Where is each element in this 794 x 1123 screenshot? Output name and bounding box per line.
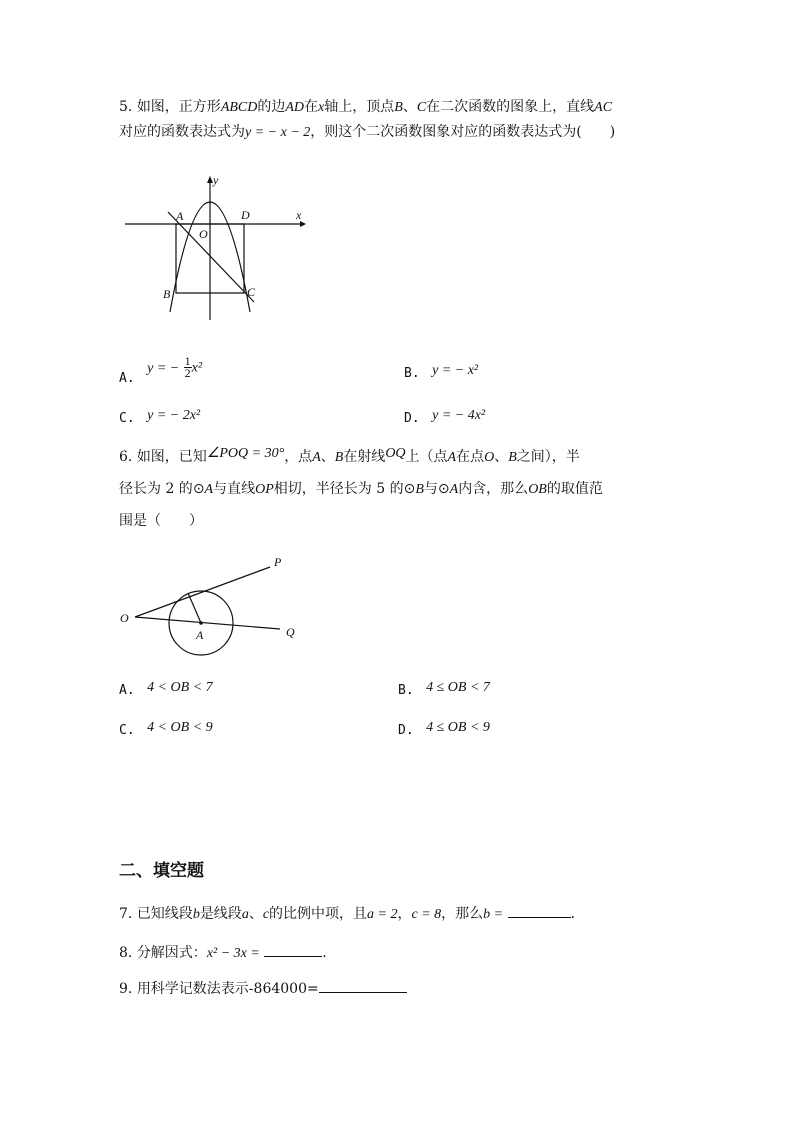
q5-line-equation: y = − x − 2 [245,125,311,140]
q6-option-d-expr: 4 ≤ OB < 9 [426,720,490,735]
q6-option-b-expr: 4 ≤ OB < 7 [426,680,490,695]
q5-option-b-expr: y = − x² [432,363,479,378]
q7-text: ， [397,906,412,922]
q5-option-b-label: B. [404,366,420,381]
q5-option-c[interactable] [119,405,200,426]
q5-math-C: C [416,100,427,115]
q5-number: 5. [119,99,133,115]
q6-text: 的取值范 [546,481,603,497]
q5-option-a-label: A. [119,370,135,386]
q6-math-B: B [508,450,517,465]
q8-number: 8. [119,945,133,961]
q6-option-c[interactable] [119,717,213,738]
q6-line-3 [119,511,203,531]
q6-option-c-expr: 4 < OB < 9 [147,720,213,735]
q6-option-a-label: A. [119,683,135,698]
q6-math-A: A [312,450,321,465]
q5-text: 在二次函数的图象上，直线 [426,99,595,115]
q7-condition-a: a = 2 [367,907,398,922]
q7-math-b: b [192,907,200,922]
q5-math-ABCD: ABCD [220,100,258,115]
q8-line [119,941,327,964]
q5-option-d-expr: y = − 4x² [432,408,486,423]
circle-dot-icon: ⊙ [192,481,205,497]
q6-math-A: A [447,450,457,465]
q7-text: 已知线段 [136,906,193,922]
q8-text: . [322,945,327,961]
q6-option-b-label: B. [398,683,414,698]
q6-math-OQ: OQ [385,446,406,461]
q5-label-x: x [296,208,302,222]
q6-text: 上（点 [405,449,448,465]
q5-label-O: O [199,227,208,241]
q7-number: 7. [119,906,133,922]
q6-option-b[interactable] [398,677,490,698]
circle-dot-icon: ⊙ [437,481,450,497]
q6-text: 如图，已知 [136,449,207,465]
q6-math-B: B [334,450,344,465]
q5-math-AD: AD [285,100,305,115]
q6-text: 与直线 [213,481,256,497]
q6-option-a-expr: 4 < OB < 7 [147,680,213,695]
q6-text: 之间），半 [516,449,580,465]
q7-text: 的比例中项，且 [269,906,368,922]
q6-line-1 [119,447,580,468]
q6-option-d-label: D. [398,723,414,738]
q7-math-b-equals: b = [483,907,504,922]
q6-math-A: A [449,482,459,497]
q5-math-B: B [394,100,403,115]
q6-text: 在射线 [343,449,386,465]
q5-math-AC: AC [594,100,613,115]
circle-dot-icon: ⊙ [403,481,416,497]
q6-label-A: A [196,628,204,642]
q6-text: 、 [320,449,335,465]
q5-label-B: B [163,287,171,301]
q8-expression: x² − 3x = [206,946,260,961]
q5-text: 轴上，顶点 [324,99,395,115]
q5-option-b[interactable] [404,360,478,381]
q5-option-d[interactable] [404,405,485,426]
q7-condition-c: c = 8 [411,907,442,922]
q5-option-a-rhs: x² [191,360,203,376]
q6-math-OB: OB [528,482,547,497]
q8-answer-blank[interactable] [264,941,322,957]
q9-line [119,977,407,999]
fraction-numerator: 1 [184,354,191,368]
q5-label-D: D [241,208,250,222]
q6-line-2 [119,479,603,500]
q7-math-a: a [241,907,249,922]
q5-text: 的边 [257,99,286,115]
q6-option-d[interactable] [398,717,490,738]
q6-label-Q: Q [286,625,295,639]
q6-math-O: O [484,450,495,465]
q7-answer-blank[interactable] [508,902,571,918]
q5-text: 、 [402,99,417,115]
q7-text: ，那么 [441,906,484,922]
q7-line [119,902,575,925]
q6-math-B: B [415,482,424,497]
q6-text: 与 [423,481,438,497]
section-heading: 二、填空题 [119,861,204,881]
q7-text: . [570,906,576,922]
q6-option-c-label: C. [119,723,135,738]
q5-line-AC [168,212,254,302]
q6-ray-OQ [135,617,280,629]
q5-label-y: y [213,173,219,187]
q9-text: 用科学记数法表示-864000= [136,981,319,997]
q5-line-1 [119,97,612,118]
q8-text: 分解因式： [136,945,207,961]
q5-option-c-expr: y = − 2x² [147,408,201,423]
q5-figure [120,172,310,327]
q6-math-OP: OP [255,482,274,497]
q6-number: 6. [119,449,133,465]
q6-text: 径长为 2 的 [119,481,193,497]
q9-answer-blank[interactable] [319,977,407,993]
q5-text: 对应的函数表达式为 [119,124,245,140]
q6-text: 围是（ ） [119,513,203,529]
q5-option-a[interactable] [119,354,203,386]
q5-label-A: A [176,209,184,223]
q6-text: 内含，那么 [458,481,529,497]
q6-text: 在点 [456,449,485,465]
q6-text: 相切，半径长为 5 的 [273,481,404,497]
q5-text: ，则这个二次函数图象对应的函数表达式为( ) [310,124,616,140]
q7-math-c: c [262,907,270,922]
q6-ray-OP [135,567,270,617]
q6-option-a[interactable] [119,677,213,698]
q5-option-c-label: C. [119,411,135,426]
q7-text: 、 [248,906,263,922]
q5-label-C: C [247,285,256,299]
q9-number: 9. [119,981,133,997]
fraction-denominator: 2 [184,366,191,380]
q6-text: ，点 [284,449,313,465]
q6-angle: ∠POQ = 30° [206,446,285,461]
q5-option-a-fraction [184,356,192,379]
q6-center-point [199,621,203,625]
q6-figure [115,550,310,662]
q6-label-O: O [120,611,129,625]
q6-label-P: P [274,555,282,569]
q5-line-2 [119,122,615,143]
q5-text: 如图，正方形 [136,99,221,115]
q7-text: 是线段 [199,906,242,922]
q6-text: 、 [494,449,509,465]
q5-option-a-lhs: y = − [147,360,180,376]
q6-math-A: A [204,482,214,497]
q5-math-x: x [318,100,325,115]
q6-radius [188,593,201,623]
q5-option-d-label: D. [404,411,420,426]
q5-text: 在 [304,99,319,115]
